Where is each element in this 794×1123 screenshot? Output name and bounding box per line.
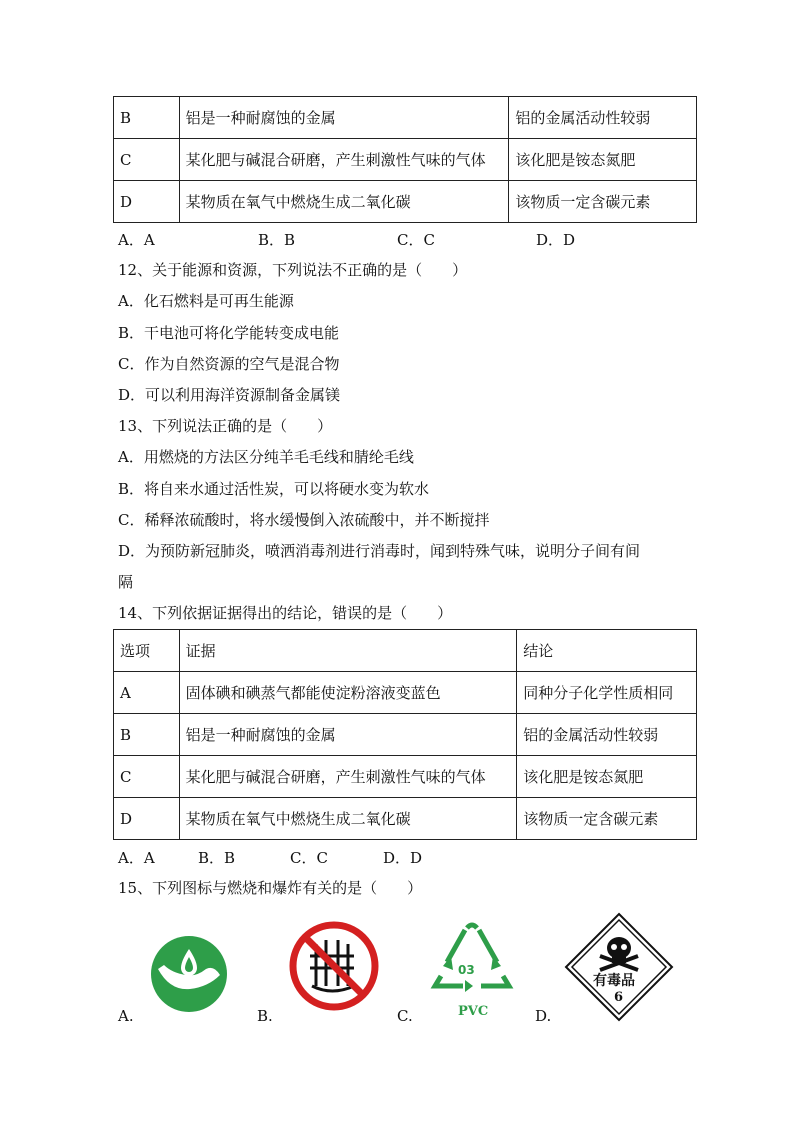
option-b: B．干电池可将化学能转变成电能	[118, 324, 340, 342]
table-cell: 同种分子化学性质相同	[517, 672, 697, 714]
table-row	[114, 97, 697, 139]
recycle-label: PVC	[458, 1004, 489, 1019]
option-b: B．B	[198, 849, 236, 867]
option-a: A．用燃烧的方法区分纯羊毛毛线和腈纶毛线	[118, 448, 414, 466]
option-b-label: B.	[257, 1007, 273, 1025]
option-d-continued: 隔	[118, 573, 134, 591]
table-cell: 铝的金属活动性较弱	[509, 97, 697, 139]
table-cell: 铝是一种耐腐蚀的金属	[179, 714, 517, 756]
question-13-stem: 13、下列说法正确的是（ ）	[118, 417, 333, 435]
table-cell: 铝是一种耐腐蚀的金属	[179, 97, 509, 139]
table-cell: D	[114, 181, 180, 223]
option-d: D．D	[383, 849, 423, 867]
question-14-stem: 14、下列依据证据得出的结论，错误的是（ ）	[118, 604, 453, 622]
table-header-row	[114, 630, 697, 672]
table-cell: D	[114, 798, 180, 840]
table-row	[114, 714, 697, 756]
table-cell: 铝的金属活动性较弱	[517, 714, 697, 756]
poison-number: 6	[614, 990, 624, 1005]
table-continued	[113, 96, 697, 223]
no-fireworks-icon	[288, 920, 380, 1012]
poison-hazard-icon	[564, 912, 674, 1022]
recycle-pvc-icon	[427, 920, 517, 1002]
table-cell: 某物质在氧气中燃烧生成二氧化碳	[179, 798, 517, 840]
poison-label: 有毒品	[593, 973, 635, 989]
option-b: B．将自来水通过活性炭，可以将硬水变为软水	[118, 480, 430, 498]
table-cell: 某化肥与碱混合研磨，产生刺激性气味的气体	[179, 756, 517, 798]
table-cell: C	[114, 139, 180, 181]
table-cell: 该化肥是铵态氮肥	[509, 139, 697, 181]
table-cell: 某物质在氧气中燃烧生成二氧化碳	[179, 181, 509, 223]
option-d: D．为预防新冠肺炎，喷洒消毒剂进行消毒时，闻到特殊气味，说明分子间有间	[118, 542, 641, 560]
table-row	[114, 139, 697, 181]
table-header-cell: 结论	[517, 630, 697, 672]
water-saving-icon	[150, 935, 228, 1013]
option-d: D．可以利用海洋资源制备金属镁	[118, 386, 341, 404]
option-d: D．D	[536, 231, 576, 249]
table-cell: 该物质一定含碳元素	[517, 798, 697, 840]
option-c: C．作为自然资源的空气是混合物	[118, 355, 340, 373]
option-d-label: D.	[535, 1007, 552, 1025]
table-cell: B	[114, 714, 180, 756]
option-c: C．稀释浓硫酸时，将水缓慢倒入浓硫酸中，并不断搅拌	[118, 511, 490, 529]
option-b: B．B	[258, 231, 296, 249]
table-cell: A	[114, 672, 180, 714]
option-a: A．A	[118, 231, 155, 249]
question-15-stem: 15、下列图标与燃烧和爆炸有关的是（ ）	[118, 879, 423, 897]
table-header-cell: 证据	[179, 630, 517, 672]
recycle-number: 03	[458, 963, 475, 977]
table-cell: 该物质一定含碳元素	[509, 181, 697, 223]
option-a: A．化石燃料是可再生能源	[118, 292, 294, 310]
evidence-table	[113, 629, 697, 840]
table-row	[114, 756, 697, 798]
table-cell: 某化肥与碱混合研磨，产生刺激性气味的气体	[179, 139, 509, 181]
table-cell: 该化肥是铵态氮肥	[517, 756, 697, 798]
table-cell: C	[114, 756, 180, 798]
question-12-stem: 12、关于能源和资源，下列说法不正确的是（ ）	[118, 261, 468, 279]
option-a: A．A	[118, 849, 155, 867]
table-row	[114, 798, 697, 840]
option-c: C．C	[397, 231, 435, 249]
table-cell: B	[114, 97, 180, 139]
table-row	[114, 181, 697, 223]
option-a-label: A.	[118, 1007, 134, 1025]
option-c-label: C.	[397, 1007, 413, 1025]
table-header-cell: 选项	[114, 630, 180, 672]
table-row	[114, 672, 697, 714]
option-c: C．C	[290, 849, 328, 867]
table-cell: 固体碘和碘蒸气都能使淀粉溶液变蓝色	[179, 672, 517, 714]
